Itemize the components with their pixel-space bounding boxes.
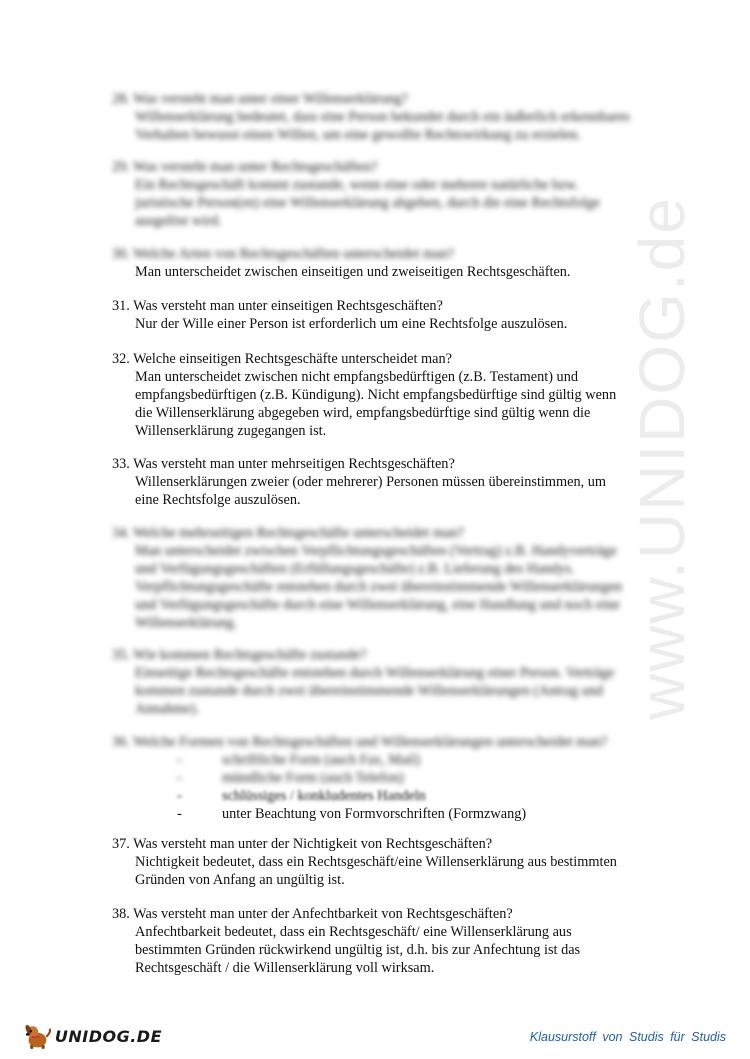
question-30: 30. Welche Arten von Rechtsgeschäften unterscheidet man? bbox=[112, 246, 454, 262]
question-32: 32. Welche einseitigen Rechtsgeschäfte unterscheidet man? bbox=[112, 351, 452, 367]
list-item: - unter Beachtung von Formvorschriften (Formzwang) bbox=[177, 806, 527, 822]
question-31: 31. Was versteht man unter einseitigen Rechtsgeschäften? bbox=[112, 298, 443, 314]
answer-line: Anfechtbarkeit bedeutet, dass ein Rechtsgeschäft/ eine Willenserklärung aus bbox=[135, 924, 572, 940]
answer-line: empfangsbedürftigen (z.B. Kündigung). Nicht empfangsbedürftige sind gültig wenn bbox=[135, 387, 617, 403]
answer-line: kommen zustande durch zwei übereinstimmende Willenserklärungen (Antrag und bbox=[135, 683, 604, 699]
list-item: - schriftliche Form (auch Fax, Mail) bbox=[177, 752, 421, 768]
answer-line: Rechtsgeschäft / die Willenserklärung voll wirksam. bbox=[135, 960, 435, 976]
qa-item-38 bbox=[112, 905, 672, 977]
question-29: 29. Was versteht man unter Rechtsgeschäften? bbox=[112, 159, 378, 175]
answer-line: eine Rechtsfolge auszulösen. bbox=[135, 492, 301, 508]
qa-item-29 bbox=[112, 158, 672, 230]
answer-line: Man unterscheidet zwischen nicht empfangsbedürftigen (z.B. Testament) und bbox=[135, 369, 578, 385]
question-35: 35. Wie kommen Rechtsgeschäfte zustande? bbox=[112, 647, 367, 663]
logo-text: UNIDOG.DE bbox=[54, 1026, 162, 1046]
qa-item-33 bbox=[112, 455, 672, 509]
answer-line: und Verfügungsgeschäfte durch eine Willenserklärung, eine Handlung und noch eine bbox=[135, 597, 620, 613]
unidog-logo[interactable] bbox=[22, 1018, 162, 1054]
answer-line: Man unterscheidet zwischen einseitigen und zweiseitigen Rechtsgeschäften. bbox=[135, 264, 571, 280]
form-list bbox=[112, 751, 672, 823]
list-item: - schlüssiges / konkludentes Handeln bbox=[177, 788, 426, 804]
answer-line: Verhalten bewusst einen Willen, um eine gewollte Rechtswirkung zu erzielen. bbox=[135, 127, 581, 143]
answer-line: Nur der Wille einer Person ist erforderlich um eine Rechtsfolge auszulösen. bbox=[135, 316, 568, 332]
answer-line: bestimmten Gründen rückwirkend ungültig ist, d.h. bis zur Anfechtung ist das bbox=[135, 942, 581, 958]
answer-line: Man unterscheidet zwischen Verpflichtungsgeschäften (Vertrag) z.B. Handyverträge bbox=[135, 543, 617, 559]
answer-line: juristische Person(en) eine Willenserklärung abgeben, durch die eine Rechtsfolge bbox=[135, 195, 600, 211]
question-28: 28. Was versteht man unter einer Willenserklärung? bbox=[112, 91, 408, 107]
qa-item-30 bbox=[112, 245, 672, 281]
answer-line: Ein Rechtsgeschäft kommt zustande, wenn eine oder mehrere natürliche bzw. bbox=[135, 177, 579, 193]
qa-item-37 bbox=[112, 835, 672, 889]
dog-icon bbox=[22, 1019, 53, 1053]
answer-line: und Verfügungsgeschäften (Erfüllungsgeschäfte) z.B. Lieferung des Handys. bbox=[135, 561, 575, 577]
answer-line: Verpflichtungsgeschäfte entstehen durch zwei übereinstimmende Willenserklärungen bbox=[135, 579, 623, 595]
question-38: 38. Was versteht man unter der Anfechtbarkeit von Rechtsgeschäften? bbox=[112, 906, 513, 922]
answer-line: Willenserklärung zugegangen ist. bbox=[135, 423, 327, 439]
qa-item-32 bbox=[112, 350, 672, 440]
qa-item-31 bbox=[112, 297, 672, 333]
qa-item-36 bbox=[112, 733, 672, 823]
question-36: 36. Welche Formen von Rechtsgeschäften und Willenserklärungen unterscheidet man? bbox=[112, 734, 608, 750]
answer-line: Willenserklärung bedeutet, dass eine Person bekundet durch ein äußerlich erkennbares bbox=[135, 109, 630, 125]
answer-line: Annahme). bbox=[135, 701, 199, 717]
answer-line: Willenserklärung. bbox=[135, 615, 238, 631]
answer-line: Nichtigkeit bedeutet, dass ein Rechtsgeschäft/eine Willenserklärung aus bestimmten bbox=[135, 854, 617, 870]
question-37: 37. Was versteht man unter der Nichtigkeit von Rechtsgeschäften? bbox=[112, 836, 493, 852]
answer-line: Gründen von Anfang an ungültig ist. bbox=[135, 872, 345, 888]
answer-line: die Willenserklärung abgegeben wird, empfangsbedürftige sind gültig wenn die bbox=[135, 405, 591, 421]
footer-slogan: Klausurstoff von Studis für Studis bbox=[529, 1030, 726, 1044]
answer-line: Willenserklärungen zweier (oder mehrerer) Personen müssen übereinstimmen, um bbox=[135, 474, 607, 490]
watermark: www.UNIDOG.de bbox=[626, 196, 698, 720]
list-item: - mündliche Form (auch Telefon) bbox=[177, 770, 404, 786]
qa-item-28 bbox=[112, 90, 672, 144]
answer-line: Einseitige Rechtsgeschäfte entstehen durch Willenserklärung einer Person. Verträge bbox=[135, 665, 615, 681]
question-34: 34. Welche mehrseitigen Rechtsgeschäfte unterscheidet man? bbox=[112, 525, 464, 541]
question-33: 33. Was versteht man unter mehrseitigen Rechtsgeschäften? bbox=[112, 456, 455, 472]
qa-item-34 bbox=[112, 524, 672, 632]
qa-item-35 bbox=[112, 646, 672, 718]
answer-line: ausgelöst wird. bbox=[135, 213, 222, 229]
